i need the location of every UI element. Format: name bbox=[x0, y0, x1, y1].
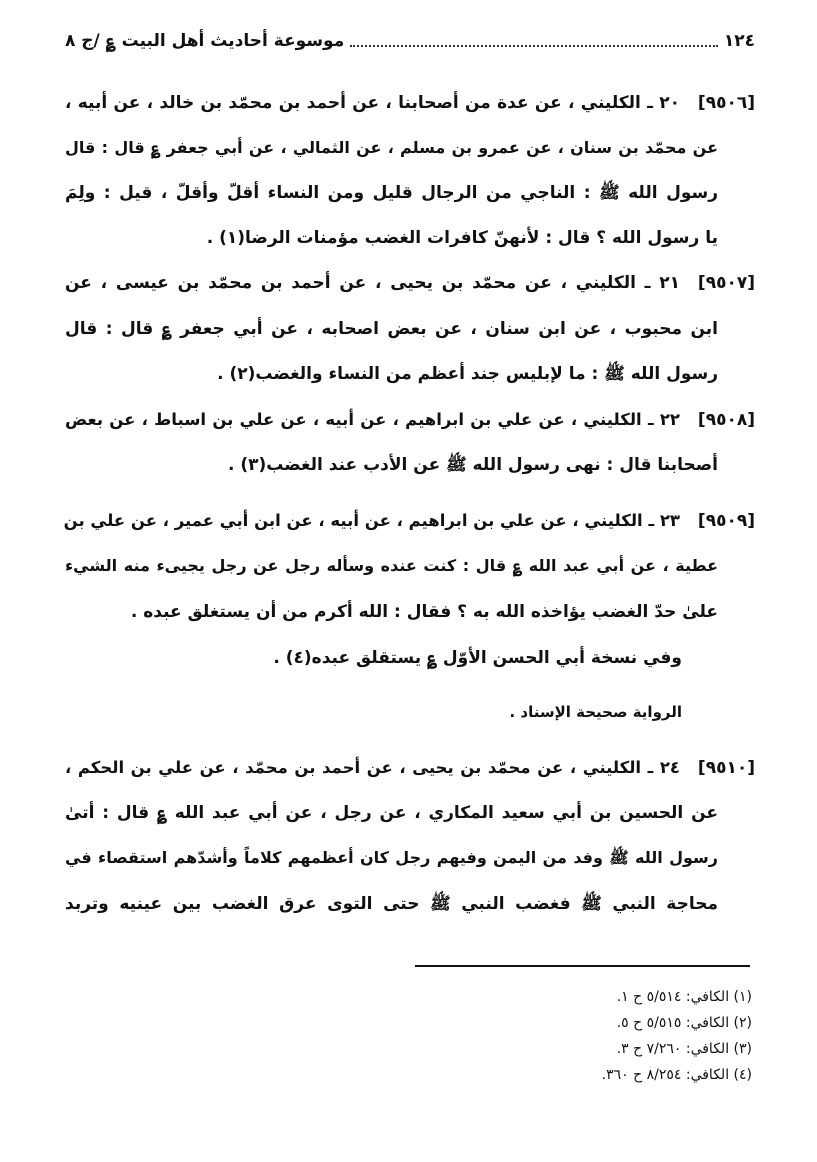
text-line: رسول الله ﷺ وفد من اليمن وفيهم رجل كان أعظمهم كلاماً وأشدّهم استقصاء في bbox=[65, 848, 718, 867]
text-line: رسول الله ﷺ : الناجي من الرجال قليل ومن النساء أقلّ وأقلّ ، قيل : ولِمَ bbox=[65, 183, 718, 203]
grading-note: الرواية صحيحة الإسناد . bbox=[509, 703, 682, 721]
text-line: علىٰ حدّ الغضب يؤاخذه الله به ؟ فقال : الله أكرم من أن يستغلق عبده . bbox=[130, 602, 718, 622]
text-line: أصحابنا قال : نهى رسول الله ﷺ عن الأدب عند الغضب(٣) . bbox=[227, 455, 718, 475]
footnote-separator bbox=[415, 965, 750, 967]
text-line: ٢١ ـ الكليني ، عن محمّد بن يحيى ، عن أحمد بن محمّد بن عيسى ، عن bbox=[65, 273, 680, 293]
hadith-number: [٩٥١٠] bbox=[697, 758, 755, 778]
footnote: (٢) الكافي: ٥/٥١٥ ح ٥. bbox=[616, 1015, 752, 1031]
text-line: رسول الله ﷺ : ما لإبليس جند أعظم من النساء والغضب(٢) . bbox=[217, 364, 718, 384]
footnote: (١) الكافي: ٥/٥١٤ ح ١. bbox=[616, 989, 752, 1005]
text-line: وفي نسخة أبي الحسن الأوّل ؏ يستقلق عبده(٤) . bbox=[273, 648, 682, 668]
header-title: موسوعة أحاديث أهل البيت ؏ /ج ٨ bbox=[65, 31, 345, 51]
footnote: (٤) الكافي: ٨/٢٥٤ ح ٣٦٠. bbox=[601, 1067, 752, 1083]
text-line: يا رسول الله ؟ قال : لأنهنّ كافرات الغضب مؤمنات الرضا(١) . bbox=[206, 228, 718, 248]
footnote: (٣) الكافي: ٧/٢٦٠ ح ٣. bbox=[616, 1041, 752, 1057]
hadith-number: [٩٥٠٦] bbox=[697, 93, 755, 113]
text-line: ٢٤ ـ الكليني ، عن محمّد بن يحيى ، عن أحمد بن محمّد ، عن علي بن الحكم ، bbox=[65, 758, 680, 777]
running-header bbox=[65, 30, 755, 51]
hadith-number: [٩٥٠٧] bbox=[697, 273, 755, 293]
text-line: ابن محبوب ، عن ابن سنان ، عن بعض اصحابه ، عن أبي جعفر ؏ قال : قال bbox=[65, 319, 718, 339]
text-line: ٢٠ ـ الكليني ، عن عدة من أصحابنا ، عن أحمد بن محمّد بن خالد ، عن أبيه ، bbox=[65, 93, 680, 113]
text-line: عن محمّد بن سنان ، عن عمرو بن مسلم ، عن الثمالي ، عن أبي جعفر ؏ قال : قال bbox=[65, 138, 718, 157]
header-leader-dots bbox=[350, 35, 718, 47]
text-line: ٢٣ ـ الكليني ، عن علي بن ابراهيم ، عن أبيه ، عن ابن أبي عمير ، عن علي بن bbox=[63, 511, 680, 530]
hadith-number: [٩٥٠٩] bbox=[697, 511, 755, 531]
text-line: عن الحسين بن أبي سعيد المكاري ، عن رجل ، عن أبي عبد الله ؏ قال : أتىٰ bbox=[65, 803, 718, 823]
text-line: محاجة النبي ﷺ فغضب النبي ﷺ حتى التوى عرق الغضب بين عينيه وتربد bbox=[65, 894, 718, 914]
text-line: ٢٢ ـ الكليني ، عن علي بن ابراهيم ، عن أبيه ، عن علي بن اسباط ، عن بعض bbox=[65, 410, 680, 429]
text-line: عطية ، عن أبي عبد الله ؏ قال : كنت عنده وسأله رجل عن رجل يجيىء منه الشيء bbox=[65, 556, 718, 575]
hadith-number: [٩٥٠٨] bbox=[697, 410, 755, 430]
page-number: ١٢٤ bbox=[723, 30, 755, 51]
